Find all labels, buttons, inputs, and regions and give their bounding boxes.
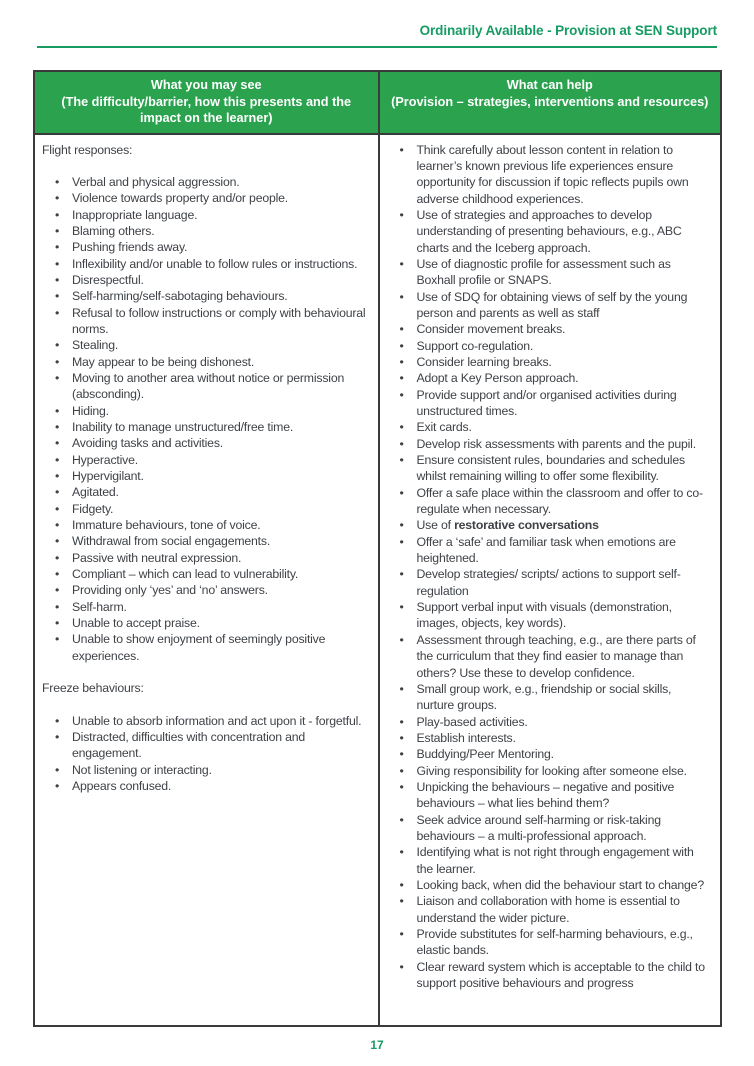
column-title: What you may see: [150, 78, 262, 92]
list-item: • Use of SDQ for obtaining views of self by the young person and parents as well as staff: [400, 289, 713, 322]
list-item: • Buddying/Peer Mentoring.: [400, 746, 713, 762]
provision-table: [33, 70, 722, 1027]
list-item: • Fidgety.: [55, 501, 370, 517]
list-item: • Unable to accept praise.: [55, 615, 370, 631]
list-item: • Support verbal input with visuals (demonstration, images, objects, key words).: [400, 599, 713, 632]
list-item: • Ensure consistent rules, boundaries and schedules whilst remaining willing to offer some flexibility.: [400, 452, 713, 485]
list-item: • Pushing friends away.: [55, 239, 370, 255]
list-item: • Inflexibility and/or unable to follow rules or instructions.: [55, 256, 370, 272]
column-header-what-can-help: [378, 72, 721, 135]
list-item: • Inappropriate language.: [55, 207, 370, 223]
list-item: • Exit cards.: [400, 419, 713, 435]
page-header: [37, 22, 717, 40]
list-item: • Verbal and physical aggression.: [55, 174, 370, 190]
list-item: • Clear reward system which is acceptable to the child to support positive behaviours and progress: [400, 959, 713, 992]
column-header-what-you-may-see: [35, 72, 378, 135]
list-item: • Adopt a Key Person approach.: [400, 370, 713, 386]
list-item: • Giving responsibility for looking after someone else.: [400, 763, 713, 779]
list-item: • Self-harm.: [55, 599, 370, 615]
list-item: • Unable to absorb information and act upon it - forgetful.: [55, 713, 370, 729]
behaviour-list: [42, 174, 370, 664]
list-item: • Self-harming/self-sabotaging behaviours.: [55, 288, 370, 304]
list-item: • Violence towards property and/or people.: [55, 190, 370, 206]
list-item: • Unpicking the behaviours – negative and positive behaviours – what lies behind them?: [400, 779, 713, 812]
list-item: • Passive with neutral expression.: [55, 550, 370, 566]
page-number: 17: [370, 1038, 384, 1052]
list-item: • Consider learning breaks.: [400, 354, 713, 370]
list-item: • Agitated.: [55, 484, 370, 500]
list-item: • Stealing.: [55, 337, 370, 353]
section-heading: Freeze behaviours:: [42, 681, 144, 696]
section-heading: Flight responses:: [42, 142, 133, 157]
list-item: • Distracted, difficulties with concentration and engagement.: [55, 729, 370, 762]
column-subtitle: (The difficulty/barrier, how this presents and the impact on the learner): [61, 94, 352, 125]
list-item: • Consider movement breaks.: [400, 321, 713, 337]
list-item: • Liaison and collaboration with home is essential to understand the wider picture.: [400, 893, 713, 926]
list-item: • Immature behaviours, tone of voice.: [55, 517, 370, 533]
list-item: • Blaming others.: [55, 223, 370, 239]
list-item: • Small group work, e.g., friendship or social skills, nurture groups.: [400, 681, 713, 714]
list-item: • Use of diagnostic profile for assessment such as Boxhall profile or SNAPS.: [400, 256, 713, 289]
behaviour-list: [42, 713, 370, 795]
list-item: • Use of strategies and approaches to develop understanding of presenting behaviours, e.g., ABC charts and the Iceberg approach.: [400, 207, 713, 256]
list-item: • Moving to another area without notice or permission (absconding).: [55, 370, 370, 403]
page-header-title: Ordinarily Available - Provision at SEN Support: [419, 23, 717, 38]
list-item: • Play-based activities.: [400, 714, 713, 730]
list-item-bold-text: restorative conversations: [454, 518, 599, 533]
list-item: • Assessment through teaching, e.g., are there parts of the curriculum that they find easier to manage than others? Use these to develop confidence.: [400, 632, 713, 681]
header-divider: [37, 46, 717, 48]
list-item: • Identifying what is not right through engagement with the learner.: [400, 844, 713, 877]
list-item: • Establish interests.: [400, 730, 713, 746]
column-title: What can help: [506, 78, 593, 92]
provision-table-grid: [33, 70, 722, 1027]
list-item: • Seek advice around self-harming or risk-taking behaviours – a multi-professional approach.: [400, 812, 713, 845]
list-item: • Appears confused.: [55, 778, 370, 794]
list-item: [400, 517, 713, 533]
list-item: • Disrespectful.: [55, 272, 370, 288]
list-item: • Provide substitutes for self-harming behaviours, e.g., elastic bands.: [400, 926, 713, 959]
list-item: • Develop risk assessments with parents and the pupil.: [400, 436, 713, 452]
list-item: • Support co-regulation.: [400, 338, 713, 354]
right-column-cell: [378, 135, 721, 1025]
list-item: • Hypervigilant.: [55, 468, 370, 484]
list-item: • Offer a safe place within the classroom and offer to co-regulate when necessary.: [400, 485, 713, 518]
list-item: • Unable to show enjoyment of seemingly positive experiences.: [55, 631, 370, 664]
list-item: • Refusal to follow instructions or comply with behavioural norms.: [55, 305, 370, 338]
list-item: • Provide support and/or organised activities during unstructured times.: [400, 387, 713, 420]
list-item: • Not listening or interacting.: [55, 762, 370, 778]
list-item: • Withdrawal from social engagements.: [55, 533, 370, 549]
list-item: • Hyperactive.: [55, 452, 370, 468]
list-item-text: Use of: [416, 518, 455, 533]
strategy-list: [387, 142, 713, 992]
list-item: • May appear to be being dishonest.: [55, 354, 370, 370]
list-item: • Develop strategies/ scripts/ actions to support self-regulation: [400, 566, 713, 599]
list-item: • Hiding.: [55, 403, 370, 419]
list-item: • Think carefully about lesson content in relation to learner’s known previous life experiences ensure opportunity for discussion if topic reflects pupils own adverse childhood experiences.: [400, 142, 713, 207]
list-item: • Inability to manage unstructured/free time.: [55, 419, 370, 435]
column-subtitle: (Provision – strategies, interventions and resources): [391, 94, 709, 109]
list-item: • Looking back, when did the behaviour start to change?: [400, 877, 713, 893]
list-item: • Offer a ‘safe’ and familiar task when emotions are heightened.: [400, 534, 713, 567]
list-item: • Providing only ‘yes’ and ‘no’ answers.: [55, 582, 370, 598]
list-item: • Compliant – which can lead to vulnerability.: [55, 566, 370, 582]
left-column-cell: [35, 135, 378, 1025]
list-item: • Avoiding tasks and activities.: [55, 435, 370, 451]
